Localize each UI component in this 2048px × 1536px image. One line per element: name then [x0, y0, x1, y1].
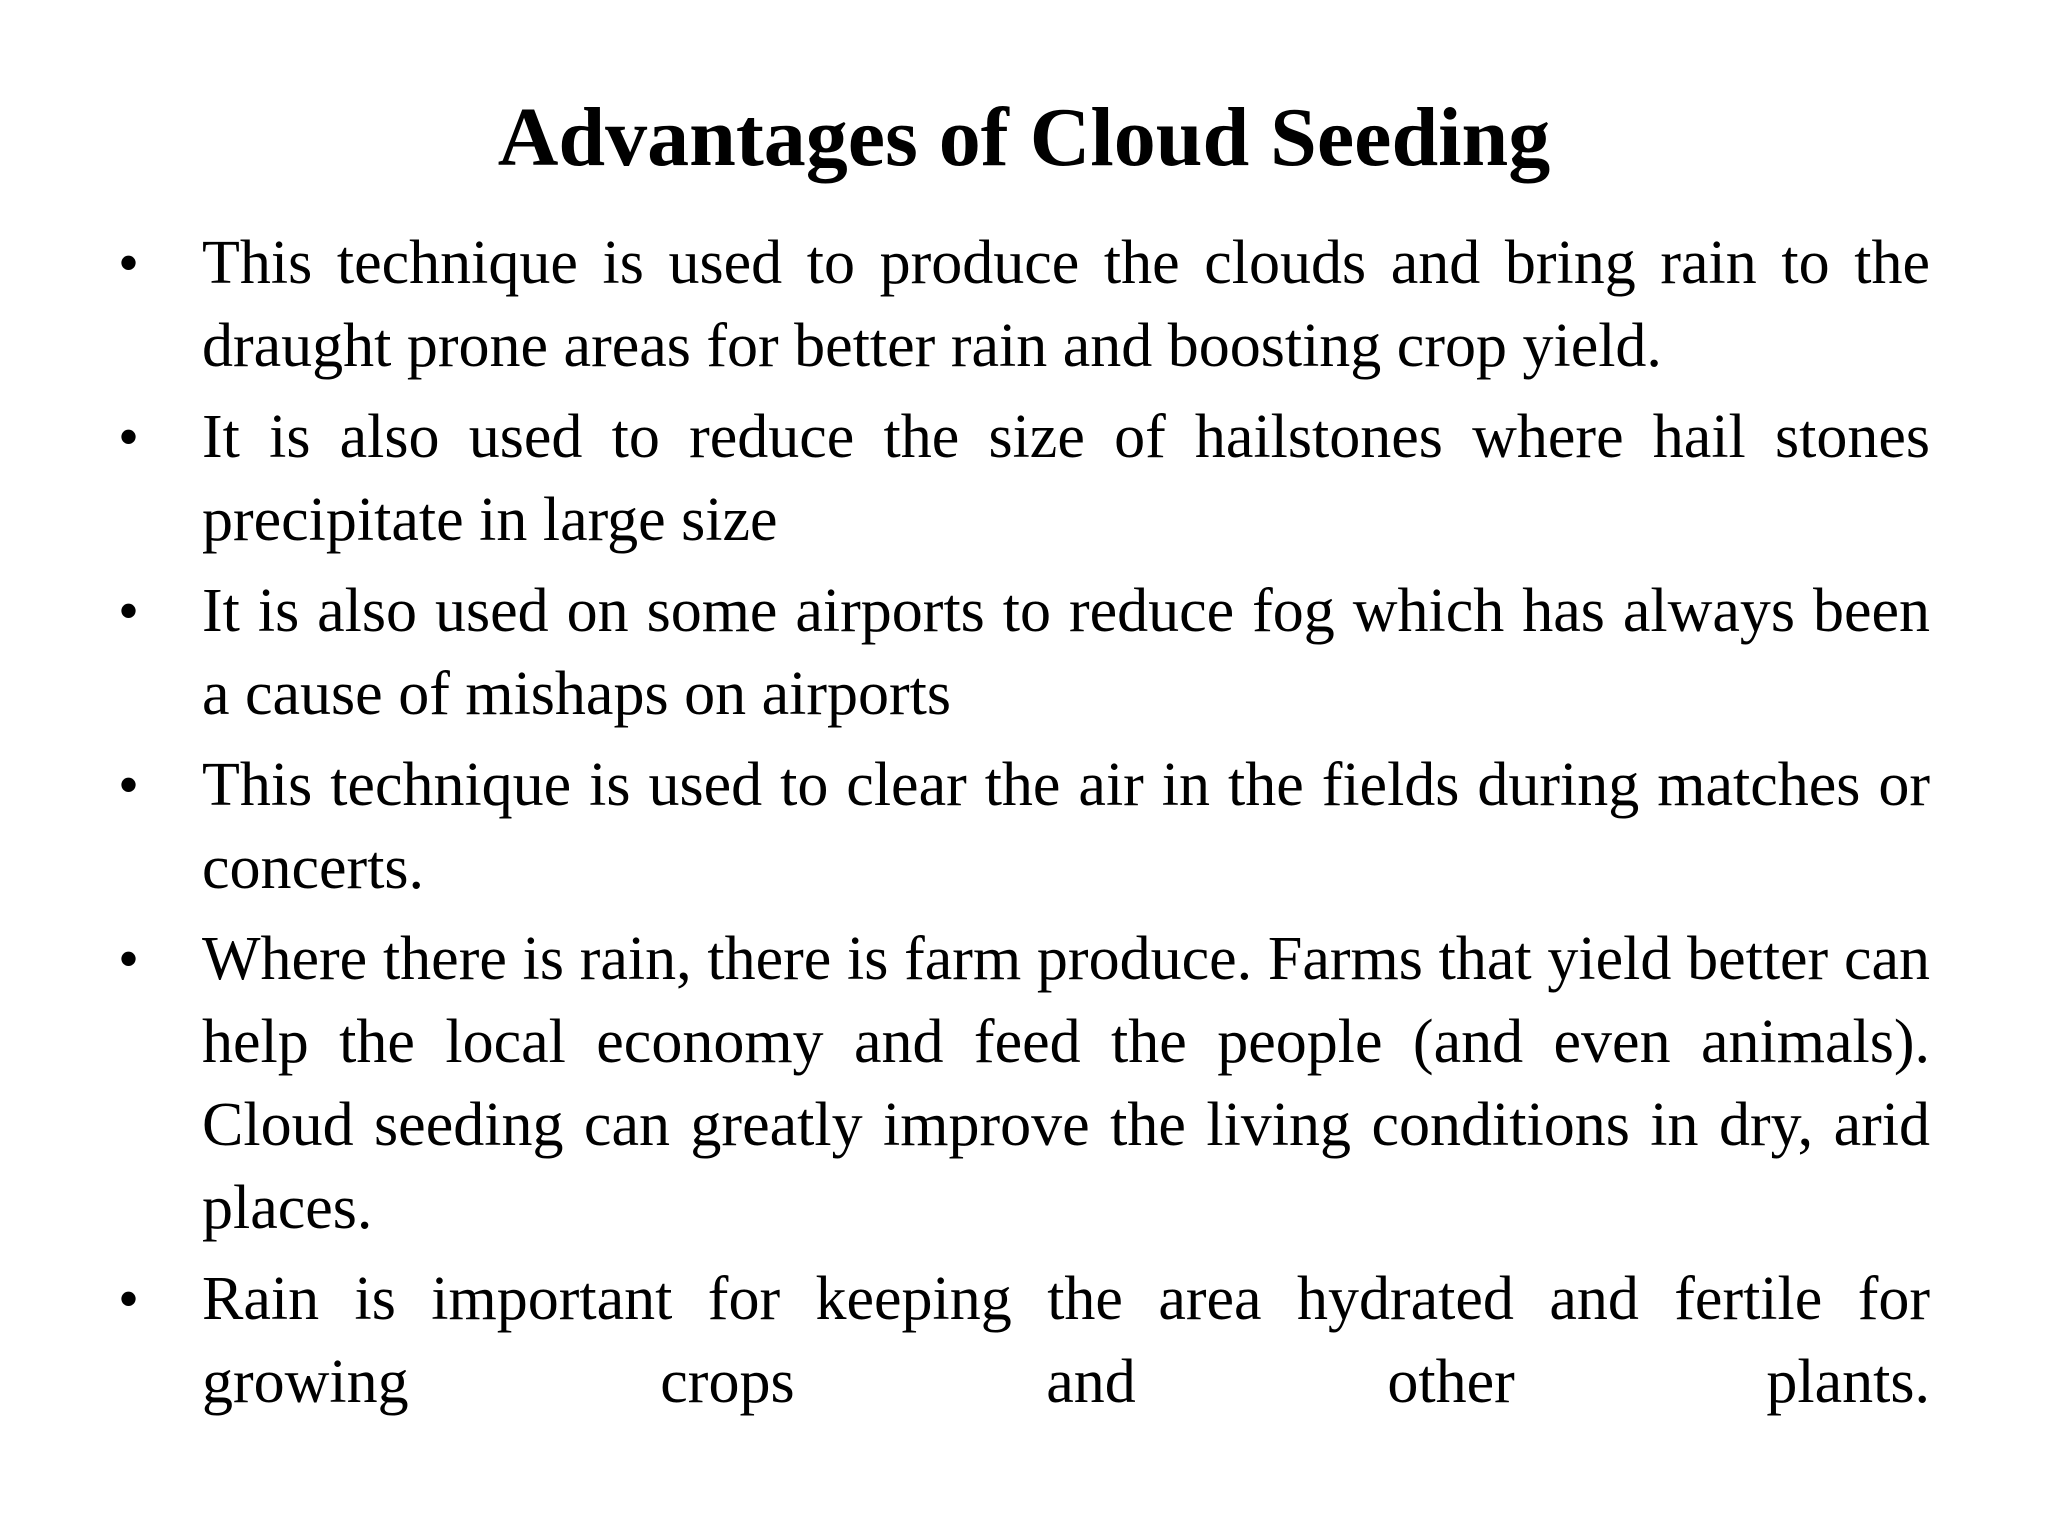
bullet-list [118, 222, 1930, 1432]
bullet-icon: • [118, 1266, 140, 1332]
bullet-icon: • [118, 404, 140, 470]
bullet-item-6 [118, 1258, 1930, 1424]
bullet-icon: • [118, 926, 140, 992]
bullet-item-1 [118, 222, 1930, 388]
bullet-text: It is also used to reduce the size of hailstones where hail stones precipitate in large size [202, 403, 1930, 554]
bullet-icon: • [118, 230, 140, 296]
bullet-icon: • [118, 578, 140, 644]
bullet-icon: • [118, 752, 140, 818]
bullet-text: Rain is important for keeping the area hydrated and fertile for growing crops and other plants. [202, 1265, 1930, 1416]
bullet-item-2 [118, 396, 1930, 562]
bullet-text: This technique is used to clear the air in the fields during matches or concerts. [202, 751, 1930, 902]
bullet-text: This technique is used to produce the clouds and bring rain to the draught prone areas for better rain and boosting crop yield. [202, 229, 1930, 380]
bullet-item-4 [118, 744, 1930, 910]
slide-title: Advantages of Cloud Seeding [497, 91, 1551, 184]
bullet-text: It is also used on some airports to reduce fog which has always been a cause of mishaps on airports [202, 577, 1930, 728]
bullet-text: Where there is rain, there is farm produce. Farms that yield better can help the local economy and feed the people (and even animals). Cloud seeding can greatly improve the living conditions in dry, arid places. [202, 925, 1930, 1242]
bullet-item-5 [118, 918, 1930, 1250]
bullet-item-3 [118, 570, 1930, 736]
